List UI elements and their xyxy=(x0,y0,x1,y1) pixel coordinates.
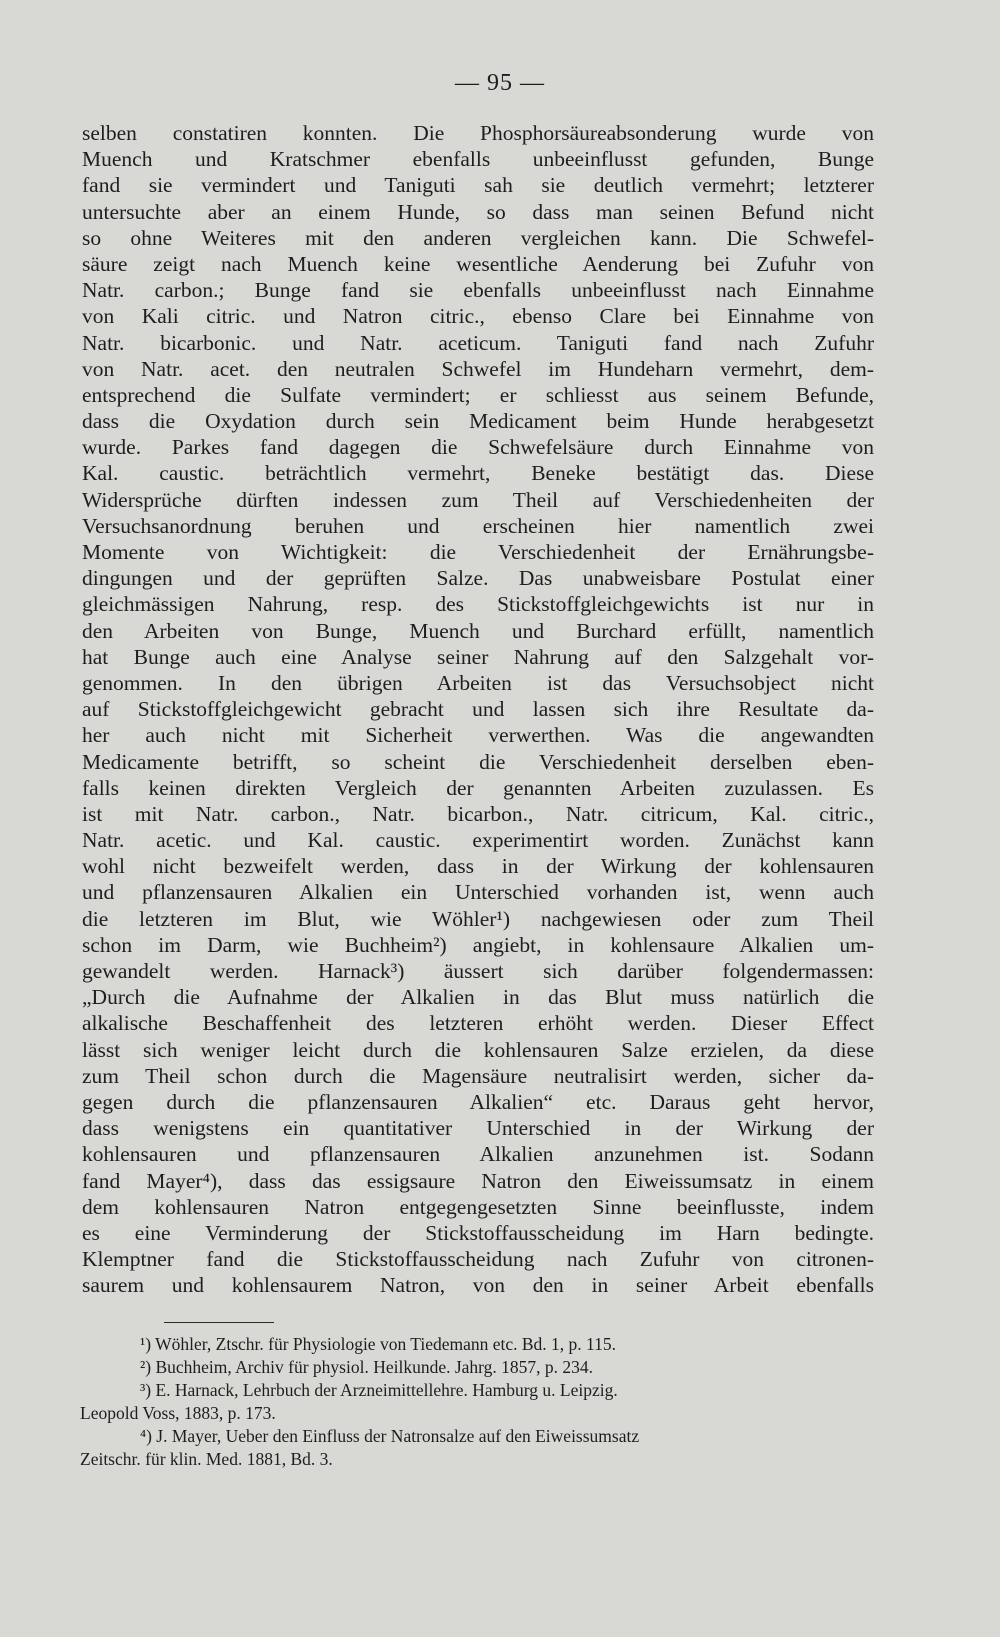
text-line: schon im Darm, wie Buchheim²) angiebt, in kohlensaure Alkalien um- xyxy=(82,932,874,957)
text-line: alkalische Beschaffenheit des letzteren erhöht werden. Dieser Effect xyxy=(82,1011,874,1036)
footnote-line: ¹) Wöhler, Ztschr. für Physiologie von Tiedemann etc. Bd. 1, p. 115. xyxy=(140,1334,617,1354)
text-line: und pflanzensauren Alkalien ein Unterschied vorhanden ist, wenn auch xyxy=(82,880,874,905)
text-line: Versuchsanordnung beruhen und erscheinen hier namentlich zwei xyxy=(82,513,874,538)
text-line: gleichmässigen Nahrung, resp. des Stickstoffgleichgewichts ist nur in xyxy=(82,592,874,617)
footnote-line: ⁴) J. Mayer, Ueber den Einfluss der Natronsalze auf den Eiweissumsatz xyxy=(140,1426,640,1446)
text-line: dass wenigstens ein quantitativer Unterschied in der Wirkung der xyxy=(82,1116,874,1141)
text-line: von Kali citric. und Natron citric., ebenso Clare bei Einnahme von xyxy=(82,304,874,329)
text-line: zum Theil schon durch die Magensäure neutralisirt werden, sicher da- xyxy=(82,1063,874,1088)
text-line: gewandelt werden. Harnack³) äussert sich darüber folgendermassen: xyxy=(82,959,874,983)
text-line: genommen. In den übrigen Arbeiten ist das Versuchsobject nicht xyxy=(82,670,874,695)
text-line: selben constatiren konnten. Die Phosphorsäureabsonderung wurde von xyxy=(82,121,874,145)
text-line: Muench und Kratschmer ebenfalls unbeeinflusst gefunden, Bunge xyxy=(82,147,874,172)
text-line: dass die Oxydation durch sein Medicament beim Hunde herabgesetzt xyxy=(82,409,874,434)
text-line: wohl nicht bezweifelt werden, dass in der Wirkung der kohlensauren xyxy=(82,854,874,879)
text-line: fand sie vermindert und Taniguti sah sie deutlich vermehrt; letzterer xyxy=(82,173,874,198)
footnote-line: Zeitschr. für klin. Med. 1881, Bd. 3. xyxy=(80,1449,333,1469)
text-line: her auch nicht mit Sicherheit verwerthen. Was die angewandten xyxy=(82,723,874,748)
footnotes xyxy=(80,1333,876,1471)
text-line: „Durch die Aufnahme der Alkalien in das Blut muss natürlich die xyxy=(82,985,874,1010)
text-line: Kal. caustic. beträchtlich vermehrt, Beneke bestätigt das. Diese xyxy=(82,461,874,486)
text-line: säure zeigt nach Muench keine wesentliche Aenderung bei Zufuhr von xyxy=(82,251,874,276)
text-line: ist mit Natr. carbon., Natr. bicarbon., Natr. citricum, Kal. citric., xyxy=(82,801,874,826)
text-line: lässt sich weniger leicht durch die kohlensauren Salze erzielen, da diese xyxy=(82,1037,874,1062)
page-number: — 95 — xyxy=(455,70,545,96)
text-line: gegen durch die pflanzensauren Alkalien“ etc. Daraus geht hervor, xyxy=(82,1089,874,1114)
text-line: Medicamente betrifft, so scheint die Verschiedenheit derselben eben- xyxy=(82,749,874,774)
text-line: den Arbeiten von Bunge, Muench und Burchard erfüllt, namentlich xyxy=(82,618,874,643)
text-line: die letzteren im Blut, wie Wöhler¹) nachgewiesen oder zum Theil xyxy=(82,906,874,931)
footnote-line: Leopold Voss, 1883, p. 173. xyxy=(80,1403,276,1423)
text-line: auf Stickstoffgleichgewicht gebracht und lassen sich ihre Resultate da- xyxy=(82,697,874,722)
text-line: saurem und kohlensaurem Natron, von den in seiner Arbeit ebenfalls xyxy=(82,1273,874,1298)
body-text xyxy=(82,120,874,1298)
text-line: hat Bunge auch eine Analyse seiner Nahrung auf den Salzgehalt vor- xyxy=(82,644,874,669)
text-line: es eine Verminderung der Stickstoffausscheidung im Harn bedingte. xyxy=(82,1220,874,1245)
text-line: untersuchte aber an einem Hunde, so dass man seinen Befund nicht xyxy=(82,199,874,224)
text-line: Widersprüche dürften indessen zum Theil auf Verschiedenheiten der xyxy=(82,487,874,512)
text-line: falls keinen direkten Vergleich der genannten Arbeiten zuzulassen. Es xyxy=(82,775,874,800)
text-line: kohlensauren und pflanzensauren Alkalien anzunehmen ist. Sodann xyxy=(82,1142,874,1167)
text-line: Momente von Wichtigkeit: die Verschiedenheit der Ernährungsbe- xyxy=(82,540,874,564)
text-line: dem kohlensauren Natron entgegengesetzten Sinne beeinflusste, indem xyxy=(82,1194,874,1219)
footnote-divider xyxy=(164,1322,274,1323)
text-line: Natr. acetic. und Kal. caustic. experimentirt worden. Zunächst kann xyxy=(82,828,874,853)
text-line: so ohne Weiteres mit den anderen vergleichen kann. Die Schwefel- xyxy=(82,225,874,250)
text-line: fand Mayer⁴), dass das essigsaure Natron den Eiweissumsatz in einem xyxy=(82,1168,874,1193)
text-line: Natr. carbon.; Bunge fand sie ebenfalls unbeeinflusst nach Einnahme xyxy=(82,278,874,303)
text-line: wurde. Parkes fand dagegen die Schwefelsäure durch Einnahme von xyxy=(82,435,874,460)
text-line: Natr. bicarbonic. und Natr. aceticum. Taniguti fand nach Zufuhr xyxy=(82,330,874,355)
text-line: von Natr. acet. den neutralen Schwefel im Hundeharn vermehrt, dem- xyxy=(82,356,874,381)
text-line: Klemptner fand die Stickstoffausscheidung nach Zufuhr von citronen- xyxy=(82,1247,874,1272)
footnote-line: ³) E. Harnack, Lehrbuch der Arzneimittellehre. Hamburg u. Leipzig. xyxy=(140,1380,618,1400)
text-line: dingungen und der geprüften Salze. Das unabweisbare Postulat einer xyxy=(82,566,874,591)
text-line: entsprechend die Sulfate vermindert; er schliesst aus seinem Befunde, xyxy=(82,382,874,407)
footnote-line: ²) Buchheim, Archiv für physiol. Heilkunde. Jahrg. 1857, p. 234. xyxy=(140,1357,594,1377)
